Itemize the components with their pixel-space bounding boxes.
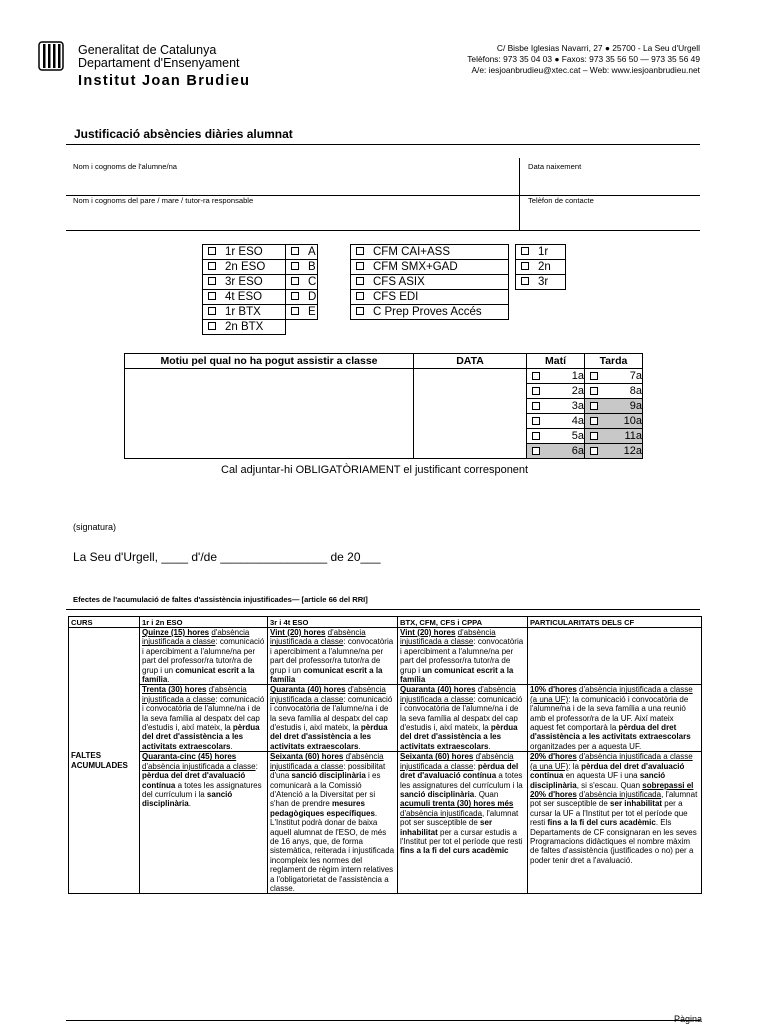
page-label: Pàgina xyxy=(673,1014,702,1024)
gov-line1: Generalitat de Catalunya xyxy=(78,43,217,57)
label-nom-pare: Nom i cognoms del pare / mare / tutor-ra responsable xyxy=(73,196,254,205)
label-nom-alumne: Nom i cognoms de l'alumne/na xyxy=(73,162,178,171)
cicle-option[interactable]: CFM CAI+ASS xyxy=(351,245,509,260)
grup-option[interactable]: B xyxy=(286,260,318,275)
checkbox[interactable] xyxy=(590,387,598,395)
header-btx-cf: BTX, CFM, CFS i CPPA xyxy=(398,617,528,628)
checkbox[interactable] xyxy=(521,247,529,255)
grup-option[interactable]: A xyxy=(286,245,318,260)
effect-cell: Quaranta-cinc (45) hores d'absència injustificada a classe: pèrdua del dret d'avaluació contínua a totes les assignatures del currículum i la sanció disciplinària. xyxy=(140,752,268,894)
curs-table xyxy=(202,244,318,335)
email-web-line: A/e: iesjoanbrudieu@xtec.cat – Web: www.iesjoanbrudieu.net xyxy=(471,65,700,75)
institut-name: Institut Joan Brudieu xyxy=(78,73,251,89)
checkbox[interactable] xyxy=(532,432,540,440)
effect-cell: Seixanta (60) hores d'absència injustificada a classe: possibilitat d'una sanció disciplinària i es comunicarà a la Comissió d'Atenció a la Diversitat per si s'han de prendre mesures pedagògiques específiques. L'Institut podrà donar de baixa aquell alumnat de l'ESO, de més de 16 anys, que, de forma sistemàtica, reiterada i injustificada incompleix les normes del reglament de règim intern relatives a l'obligatorietat de l'assistència a classe. xyxy=(268,752,398,894)
cicle-curs-table xyxy=(515,244,566,290)
checkbox[interactable] xyxy=(356,292,364,300)
effect-cell xyxy=(528,628,702,685)
checkbox[interactable] xyxy=(208,292,216,300)
effect-cell: 10% d'hores d'absència injustificada a classe (a una UF): la comunicació i convocatòria de l'alumne/na i de la seva família a una reunió amb el professor/ra de la UF. Així mateix aquest fet comportarà la pèrdua del dret d'assistència a les activitats extraescolars organitzades per a aquesta UF. xyxy=(528,685,702,752)
checkbox[interactable] xyxy=(208,307,216,315)
hora-option[interactable]: 9a xyxy=(584,399,642,414)
signatura-label: (signatura) xyxy=(73,522,117,532)
title-rule xyxy=(66,144,700,145)
cicle-curs-option[interactable]: 3r xyxy=(516,275,566,290)
checkbox[interactable] xyxy=(291,247,299,255)
hora-option[interactable]: 1a xyxy=(526,369,584,384)
header-3r-4t-eso: 3r i 4t ESO xyxy=(268,617,398,628)
data-input-area[interactable] xyxy=(414,369,527,459)
checkbox[interactable] xyxy=(532,402,540,410)
efectes-rule xyxy=(66,609,700,610)
document-title: Justificació absències diàries alumnat xyxy=(74,127,293,141)
checkbox[interactable] xyxy=(521,262,529,270)
effect-cell: Quinze (15) hores d'absència injustificada a classe: comunicació i apercibiment a l'alumne/na per part del professor/ra tutor/ra de grup i un comunicat escrit a la família. xyxy=(140,628,268,685)
cicle-curs-option[interactable]: 1r xyxy=(516,245,566,260)
header-particularitats: PARTICULARITATS DELS CF xyxy=(528,617,702,628)
motiu-table xyxy=(124,353,643,459)
footer-rule xyxy=(66,1020,700,1021)
hora-option[interactable]: 10a xyxy=(584,414,642,429)
effect-cell: Vint (20) hores d'absència injustificada a classe: convocatòria i apercibiment a l'alumne/na per part del professor/ra tutor/ra de grup i un comunicat escrit a la família xyxy=(268,628,398,685)
checkbox[interactable] xyxy=(590,417,598,425)
checkbox[interactable] xyxy=(532,387,540,395)
header-motiu: Motiu pel qual no ha pogut assistir a classe xyxy=(125,354,414,369)
checkbox[interactable] xyxy=(356,262,364,270)
checkbox[interactable] xyxy=(208,322,216,330)
hora-option[interactable]: 3a xyxy=(526,399,584,414)
curs-option[interactable]: 1r ESO xyxy=(203,245,286,260)
header-1r-2n-eso: 1r i 2n ESO xyxy=(140,617,268,628)
field-divider-2 xyxy=(519,195,520,230)
checkbox[interactable] xyxy=(208,262,216,270)
cicle-curs-option[interactable]: 2n xyxy=(516,260,566,275)
hora-option[interactable]: 6a xyxy=(526,444,584,459)
hora-option[interactable]: 2a xyxy=(526,384,584,399)
checkbox[interactable] xyxy=(590,372,598,380)
checkbox[interactable] xyxy=(590,432,598,440)
lloc-data-line: La Seu d'Urgell, ____ d'/de ________________ de 20___ xyxy=(73,550,381,564)
curs-option[interactable]: 1r BTX xyxy=(203,305,286,320)
cicle-option[interactable]: CFM SMX+GAD xyxy=(351,260,509,275)
header-curs: CURS xyxy=(69,617,140,628)
checkbox[interactable] xyxy=(590,447,598,455)
curs-option[interactable]: 4t ESO xyxy=(203,290,286,305)
checkbox[interactable] xyxy=(208,247,216,255)
checkbox[interactable] xyxy=(291,292,299,300)
checkbox[interactable] xyxy=(356,277,364,285)
efectes-table xyxy=(68,616,702,894)
header-tarda: Tarda xyxy=(584,354,642,369)
grup-option[interactable]: D xyxy=(286,290,318,305)
field-divider xyxy=(519,158,520,195)
curs-option[interactable]: 2n BTX xyxy=(203,320,286,335)
label-data-naixement: Data naixement xyxy=(528,162,582,171)
checkbox[interactable] xyxy=(521,277,529,285)
checkbox[interactable] xyxy=(532,447,540,455)
curs-option[interactable]: 2n ESO xyxy=(203,260,286,275)
cicle-option[interactable]: CFS ASIX xyxy=(351,275,509,290)
checkbox[interactable] xyxy=(532,372,540,380)
address-line: C/ Bisbe Iglesias Navarri, 27 ● 25700 - La Seu d'Urgell xyxy=(496,43,700,53)
checkbox[interactable] xyxy=(590,402,598,410)
field-line-2 xyxy=(66,230,700,231)
effect-cell: 20% d'hores d'absència injustificada a classe (a una UF): la pèrdua del dret d'avaluació contínua en aquesta UF i una sanció disciplinària, si s'escau. Quan sobrepassi el 20% d'hores d'absència injustificada, l'alumnat pot ser susceptible de ser inhabilitat per a cursar la UF a l'Institut per tot el període que resti fins a la fi del curs acadèmic. Els Departaments de CF consignaran en les seves Programacions didàctiques el nombre màxim de faltes d'assistència (justificades o no) per a poder tenir dret a l'avaluació. xyxy=(528,752,702,894)
effect-cell: Quaranta (40) hores d'absència injustificada a classe: comunicació i convocatòria de l'alumne/na i de la seva família al despatx del cap d'estudis i, així mateix, la pèrdua del dret d'assistència a les activitats extraescolars. xyxy=(398,685,528,752)
justificant-note: Cal adjuntar-hi OBLIGATÒRIAMENT el justificant corresponent xyxy=(221,464,529,476)
curs-option[interactable]: 3r ESO xyxy=(203,275,286,290)
effect-cell: Trenta (30) hores d'absència injustificada a classe: comunicació i convocatòria de l'alumne/na i de la seva família al despatx del cap d'estudis i, així mateix, la pèrdua del dret d'assistència a les activitats extraescolars. xyxy=(140,685,268,752)
generalitat-name xyxy=(78,44,240,70)
cicle-option[interactable]: C Prep Proves Accés xyxy=(351,305,509,320)
effect-cell: Quaranta (40) hores d'absència injustificada a classe: comunicació i convocatòria de l'alumne/na i de la seva família al despatx del cap d'estudis i, així mateix, la pèrdua del dret d'assistència a les activitats extraescolars. xyxy=(268,685,398,752)
header-mati: Matí xyxy=(526,354,584,369)
address-block xyxy=(467,43,700,76)
checkbox[interactable] xyxy=(532,417,540,425)
effect-cell: Vint (20) hores d'absència injustificada a classe: convocatòria i apercibiment a l'alumne/na per part del professor/ra tutor/ra de grup i un comunicat escrit a la família xyxy=(398,628,528,685)
header-data: DATA xyxy=(414,354,527,369)
grup-option[interactable]: E xyxy=(286,305,318,320)
checkbox[interactable] xyxy=(291,307,299,315)
cicles-table xyxy=(350,244,509,320)
cicle-option[interactable]: CFS EDI xyxy=(351,290,509,305)
generalitat-logo-icon xyxy=(38,41,64,71)
hora-option[interactable]: 11a xyxy=(584,429,642,444)
checkbox[interactable] xyxy=(356,247,364,255)
effect-cell: Seixanta (60) hores d'absència injustificada a classe: pèrdua del dret d'avaluació contínua a totes les assignatures del currículum i la sanció disciplinària. Quan acumuli trenta (30) hores més d'absència injustificada, l'alumnat pot ser susceptible de ser inhabilitat per a cursar estudis a l'Institut per tot el període que resti fins a la fi del curs acadèmic xyxy=(398,752,528,894)
grup-option[interactable]: C xyxy=(286,275,318,290)
checkbox[interactable] xyxy=(291,262,299,270)
hora-option[interactable]: 5a xyxy=(526,429,584,444)
hora-option[interactable]: 7a xyxy=(584,369,642,384)
efectes-title: Efectes de l'acumulació de faltes d'assistència injustificades— [article 66 del RRI] xyxy=(73,595,368,604)
hora-option[interactable]: 12a xyxy=(584,444,642,459)
phones-line: Telèfons: 973 35 04 03 ● Faxos: 973 35 56 50 — 973 35 56 49 xyxy=(467,54,700,64)
checkbox[interactable] xyxy=(208,277,216,285)
checkbox[interactable] xyxy=(291,277,299,285)
checkbox[interactable] xyxy=(356,307,364,315)
motiu-input-area[interactable] xyxy=(125,369,414,459)
gov-line2: Departament d'Ensenyament xyxy=(78,56,240,70)
hora-option[interactable]: 8a xyxy=(584,384,642,399)
label-telefon: Telèfon de contacte xyxy=(528,196,594,205)
hora-option[interactable]: 4a xyxy=(526,414,584,429)
faltes-acumulades-label: FALTES ACUMULADES xyxy=(69,628,140,894)
